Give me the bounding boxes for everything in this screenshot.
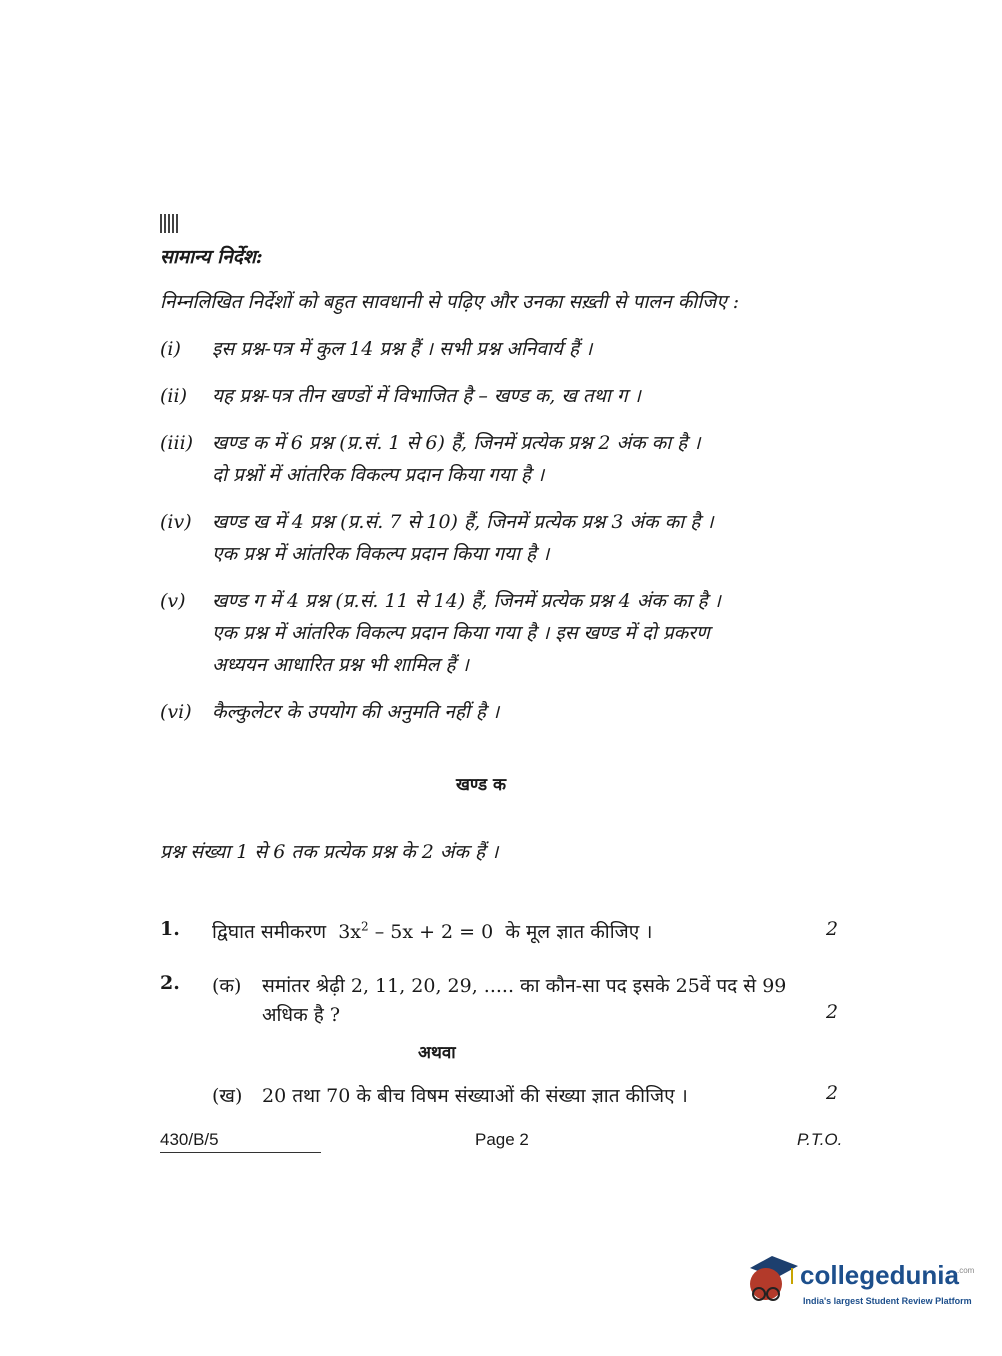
question-1-equation-sup: 2 (361, 919, 369, 934)
question-2a-label: (क) (212, 975, 242, 997)
question-2b-marks: 2 (826, 1082, 839, 1104)
instruction-item-4 (160, 506, 820, 570)
logo-name: collegedunia (800, 1260, 959, 1290)
pto-label: P.T.O. (797, 1130, 843, 1149)
item-line: इस प्रश्न-पत्र में कुल 14 प्रश्न हैं । सभी प्रश्न अनिवार्य हैं । (212, 338, 593, 360)
item-line: दो प्रश्नों में आंतरिक विकल्प प्रदान किया गया है । (212, 464, 545, 486)
qr-code-icon (160, 214, 179, 233)
footer-underline (160, 1152, 321, 1153)
question-2-number: 2. (160, 972, 180, 994)
item-number: (vi) (160, 701, 192, 723)
instruction-item-2 (160, 380, 820, 412)
item-line: खण्ड ख में 4 प्रश्न (प्र.सं. 7 से 10) हैं, जिनमें प्रत्येक प्रश्न 3 अंक का है । (212, 511, 714, 533)
instruction-item-3 (160, 427, 820, 491)
collegedunia-mascot-icon (742, 1250, 800, 1312)
page-number: Page 2 (475, 1130, 529, 1149)
item-number: (ii) (160, 385, 187, 407)
instruction-item-1 (160, 333, 820, 365)
question-2b-text: 20 तथा 70 के बीच विषम संख्याओं की संख्या ज्ञात कीजिए । (262, 1085, 688, 1107)
item-line: खण्ड क में 6 प्रश्न (प्र.सं. 1 से 6) हैं, जिनमें प्रत्येक प्रश्न 2 अंक का है । (212, 432, 701, 454)
logo-suffix: .com (957, 1266, 975, 1275)
item-line: खण्ड ग में 4 प्रश्न (प्र.सं. 11 से 14) हैं, जिनमें प्रत्येक प्रश्न 4 अंक का है । (212, 590, 721, 612)
question-1-number: 1. (160, 918, 180, 940)
item-line: कैल्कुलेटर के उपयोग की अनुमति नहीं है । (212, 701, 500, 723)
question-1-equation-b: – 5x + 2 = 0 (374, 921, 494, 943)
instructions-heading: सामान्य निर्देश: (160, 246, 263, 268)
section-marks-note: प्रश्न संख्या 1 से 6 तक प्रत्येक प्रश्न के 2 अंक हैं । (160, 841, 499, 863)
question-1-text (212, 918, 652, 944)
item-line: एक प्रश्न में आंतरिक विकल्प प्रदान किया गया है । इस खण्ड में दो प्रकरण (212, 622, 710, 644)
question-2b-label: (ख) (212, 1085, 243, 1107)
item-number: (i) (160, 338, 181, 360)
question-1-equation-a: 3x (338, 921, 361, 943)
item-number: (v) (160, 590, 186, 612)
item-line: यह प्रश्न-पत्र तीन खण्डों में विभाजित है – खण्ड क, ख तथा ग । (212, 385, 641, 407)
instruction-item-6 (160, 696, 820, 728)
question-1-text-before: द्विघात समीकरण (212, 921, 327, 943)
question-2a-marks: 2 (826, 1001, 839, 1023)
item-line: अध्ययन आधारित प्रश्न भी शामिल हैं । (212, 654, 469, 676)
item-number: (iv) (160, 511, 192, 533)
paper-code: 430/B/5 (160, 1130, 219, 1149)
or-label: अथवा (418, 1043, 456, 1063)
item-line: एक प्रश्न में आंतरिक विकल्प प्रदान किया गया है । (212, 543, 550, 565)
question-2a-line-2: अधिक है ? (262, 1004, 341, 1026)
question-1-marks: 2 (826, 918, 839, 940)
instructions-intro: निम्नलिखित निर्देशों को बहुत सावधानी से पढ़िए और उनका सख़्ती से पालन कीजिए : (160, 291, 740, 313)
section-title: खण्ड क (455, 775, 507, 795)
instruction-item-5 (160, 585, 820, 681)
item-number: (iii) (160, 432, 194, 454)
question-2a-line-1: समांतर श्रेढ़ी 2, 11, 20, 29, ..... का कौन-सा पद इसके 25वें पद से 99 (262, 975, 787, 997)
logo-tagline: India's largest Student Review Platform (803, 1296, 972, 1306)
question-1-text-after: के मूल ज्ञात कीजिए । (505, 921, 653, 943)
